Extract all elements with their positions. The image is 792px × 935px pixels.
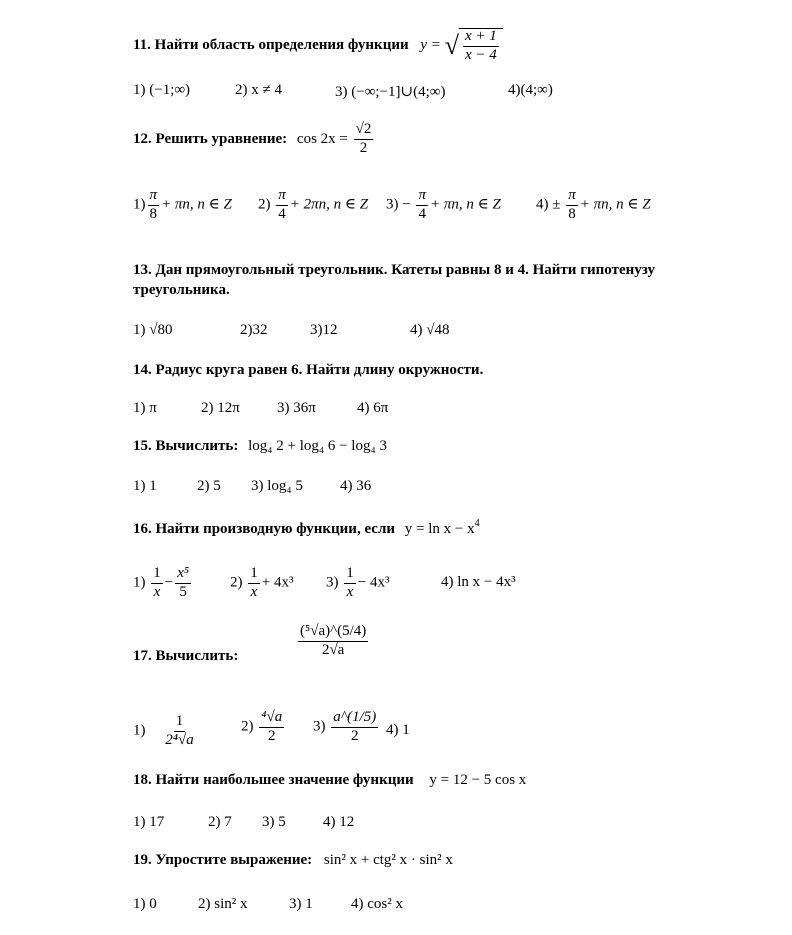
q17-option-2-number: 2) <box>241 718 254 735</box>
q12-option-1-num: π <box>148 188 160 206</box>
q13-option-1: 1) √80 <box>133 322 173 338</box>
q13-option-2: 2)32 <box>240 322 268 338</box>
question-12-denominator: 2 <box>359 139 368 156</box>
q16-option-1-num-a: 1 <box>151 566 163 584</box>
question-14: 14. Радиус круга равен 6. Найти длину окружности. <box>133 362 484 378</box>
q12-option-3-num: π <box>416 188 428 206</box>
q17-option-1-num: 1 <box>174 714 186 732</box>
q13-option-3: 3)12 <box>310 322 338 338</box>
q12-option-2 <box>258 188 368 223</box>
q16-option-1 <box>133 566 193 601</box>
q17-option-3-den: 2 <box>351 727 359 744</box>
q17-option-1-den: 2⁴√a <box>165 731 194 748</box>
q13-option-4: 4) √48 <box>410 322 450 338</box>
question-18-title: 18. Найти наибольшее значение функции <box>133 772 414 788</box>
q12-option-3 <box>386 188 501 223</box>
q16-option-2-number: 2) <box>230 574 243 591</box>
q16-option-3-rest: − 4x³ <box>357 574 390 591</box>
question-16-expression: y = ln x − x <box>404 521 475 537</box>
question-12 <box>133 122 375 157</box>
q17-option-1 <box>133 714 198 749</box>
question-12-numerator: √2 <box>354 122 374 140</box>
question-17-title: 17. Вычислить: <box>133 648 239 664</box>
q16-option-3 <box>326 566 389 601</box>
q17-option-4: 4) 1 <box>386 722 410 738</box>
q12-option-2-rest: + 2πn, n ∈ Z <box>289 196 369 213</box>
question-12-fraction <box>354 122 374 157</box>
q14-option-3: 3) 36π <box>277 400 316 416</box>
q12-option-4-number: 4) <box>536 196 549 213</box>
q16-option-1-number: 1) <box>133 574 146 591</box>
question-11-lhs: y = <box>420 37 441 54</box>
question-19 <box>133 852 453 869</box>
question-13-line-2: треугольника. <box>133 282 230 298</box>
q18-option-4: 4) 12 <box>323 814 355 830</box>
q12-option-1 <box>133 188 232 223</box>
q12-option-4-num: π <box>566 188 578 206</box>
q17-option-2 <box>241 710 286 745</box>
q11-option-4: 4)(4;∞) <box>508 82 553 98</box>
question-11-numerator: x + 1 <box>463 29 499 47</box>
question-12-lhs: cos 2x = <box>296 130 348 147</box>
q16-option-2-rest: + 4x³ <box>261 574 294 591</box>
q11-option-1: 1) (−1;∞) <box>133 82 191 98</box>
question-16 <box>133 518 480 538</box>
q16-option-3-number: 3) <box>326 574 339 591</box>
q17-option-3 <box>313 710 380 745</box>
q12-option-1-den: 8 <box>149 205 157 222</box>
q18-option-3: 3) 5 <box>262 814 286 830</box>
q12-option-4 <box>536 188 651 223</box>
question-19-title: 19. Упростите выражение: <box>133 852 313 868</box>
q17-option-3-num: a^(1/5) <box>331 710 378 728</box>
q16-option-3-den: x <box>346 583 354 600</box>
question-16-title: 16. Найти производную функции, если <box>133 521 396 537</box>
q16-option-2-num: 1 <box>248 566 260 584</box>
q16-option-2-den: x <box>250 583 258 600</box>
q12-option-2-number: 2) <box>258 196 271 213</box>
q19-option-4: 4) cos² x <box>351 896 403 912</box>
q16-option-4: 4) ln x − 4x³ <box>441 574 516 590</box>
q14-option-1: 1) π <box>133 400 157 416</box>
question-13-line-1: 13. Дан прямоугольный треугольник. Катеты равны 8 и 4. Найти гипотенузу <box>133 262 655 278</box>
q19-option-3: 3) 1 <box>289 896 313 912</box>
q19-option-2: 2) sin² x <box>198 896 248 912</box>
question-12-title: 12. Решить уравнение: <box>133 130 288 147</box>
q12-option-4-sign: ± <box>552 196 561 213</box>
q16-option-1-den-b: 5 <box>179 583 187 600</box>
q12-option-3-number: 3) <box>386 196 399 213</box>
q15-option-3: 3) log₄ 5 <box>251 478 303 494</box>
q17-option-2-den: 2 <box>267 727 276 744</box>
question-11-title: 11. Найти область определения функции <box>133 37 409 54</box>
q12-option-4-rest: + πn, n ∈ Z <box>579 196 651 213</box>
q16-option-1-num-b: x⁵ <box>175 566 191 584</box>
q16-option-2 <box>230 566 293 601</box>
q18-option-1: 1) 17 <box>133 814 165 830</box>
q17-option-2-num: ⁴√a <box>259 710 284 728</box>
question-17-numerator: (⁵√a)^(5/4) <box>298 624 368 642</box>
q14-option-2: 2) 12π <box>201 400 240 416</box>
question-19-expression: sin² x + ctg² x · sin² x <box>323 852 453 868</box>
q15-option-1: 1) 1 <box>133 478 157 494</box>
q12-option-1-number: 1) <box>133 196 146 213</box>
question-18-expression: y = 12 − 5 cos x <box>429 772 527 788</box>
q15-option-4: 4) 36 <box>340 478 372 494</box>
question-15-expression: log₄ 2 + log₄ 6 − log₄ 3 <box>248 438 387 454</box>
q12-option-2-num: π <box>276 188 288 206</box>
q11-option-2: 2) x ≠ 4 <box>235 82 282 98</box>
q12-option-3-rest: + πn, n ∈ Z <box>429 196 501 213</box>
question-18 <box>133 772 526 789</box>
q15-option-2: 2) 5 <box>197 478 221 494</box>
question-15-title: 15. Вычислить: <box>133 438 239 454</box>
question-17-denominator: 2√a <box>321 641 345 658</box>
q12-option-1-rest: + πn, n ∈ Z <box>161 196 232 213</box>
question-16-exponent: 4 <box>474 518 480 529</box>
q12-option-3-den: 4 <box>418 205 426 222</box>
q12-option-4-den: 8 <box>568 205 576 222</box>
q19-option-1: 1) 0 <box>133 896 157 912</box>
q16-option-1-den-a: x <box>153 583 161 600</box>
question-11-denominator: x − 4 <box>464 46 497 63</box>
q17-option-1-number: 1) <box>133 722 146 739</box>
question-15 <box>133 438 387 455</box>
question-11 <box>133 28 503 64</box>
question-17-expression <box>296 624 370 659</box>
q12-option-3-sign: − <box>402 196 411 213</box>
q17-option-3-number: 3) <box>313 718 326 735</box>
q14-option-4: 4) 6π <box>357 400 389 416</box>
q16-option-3-num: 1 <box>344 566 356 584</box>
q16-option-1-minus: − <box>164 574 174 591</box>
question-11-radical: √ $\frac{x + 1}{x - 4}$ <box>445 28 503 64</box>
q11-option-3: 3) (−∞;−1]∪(4;∞) <box>335 84 446 100</box>
q18-option-2: 2) 7 <box>208 814 232 830</box>
q12-option-2-den: 4 <box>278 205 286 222</box>
